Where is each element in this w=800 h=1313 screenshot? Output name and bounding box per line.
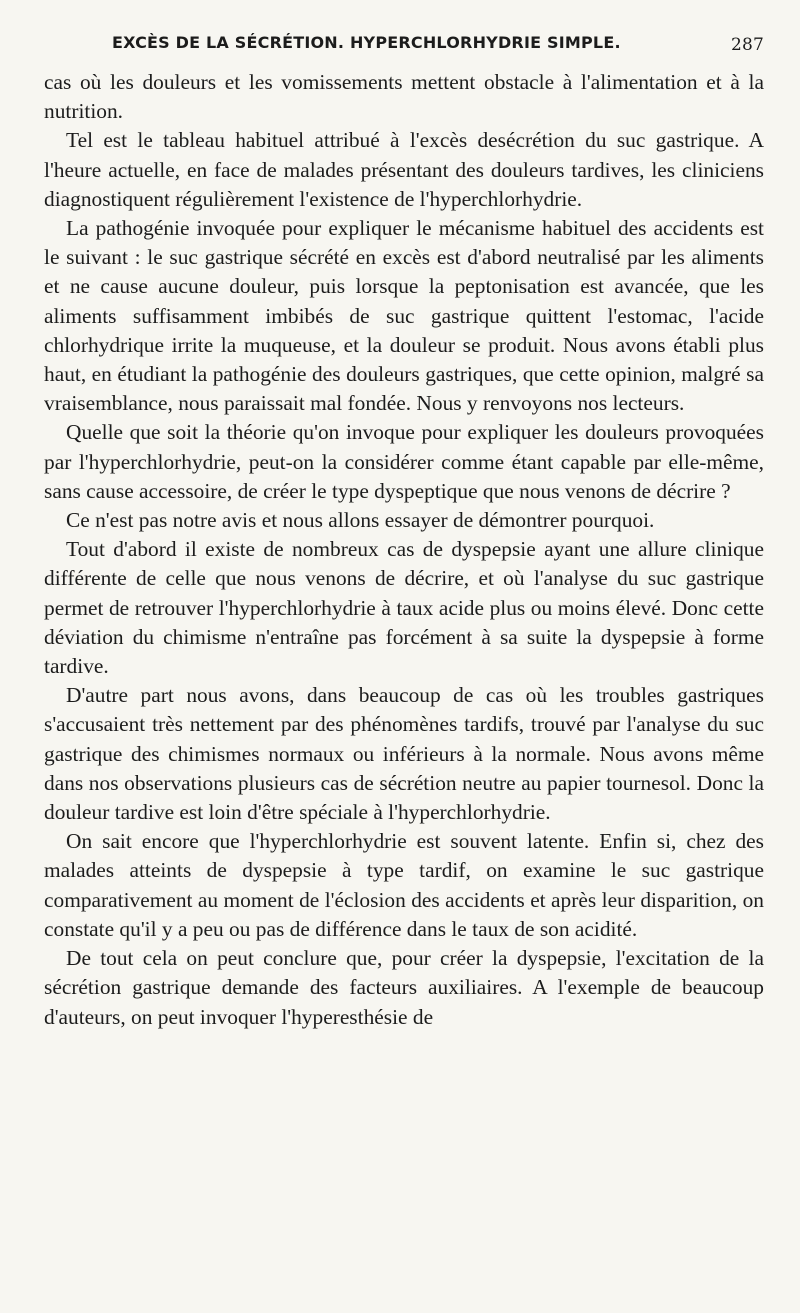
running-head [44,30,764,60]
paragraph: Quelle que soit la théorie qu'on invoque pour expliquer les douleurs provoquées par l'hyperchlorhydrie, peut-on la considérer comme étant capable par elle-même, sans cause accessoire, de créer le type dyspeptique que nous venons de décrire ? [44,420,764,503]
paragraph: De tout cela on peut conclure que, pour créer la dyspepsie, l'excitation de la sécrétion gastrique demande des facteurs auxiliaires. A l'exemple de beaucoup d'auteurs, on peut invoquer l'hyperesthésie de [44,946,764,1029]
page-number: 287 [730,35,764,55]
paragraph: Ce n'est pas notre avis et nous allons essayer de démontrer pourquoi. [66,508,655,533]
paragraph: D'autre part nous avons, dans beaucoup de cas où les troubles gastriques s'accusaient très nettement par des phénomènes tardifs, trouvé par l'analyse du suc gastrique des chimismes normaux ou inférieurs à la normale. Nous avons même dans nos observations plusieurs cas de sécrétion neutre au papier tournesol. Donc la douleur tardive est loin d'être spéciale à l'hyperchlorhydrie. [44,683,764,825]
paragraph: Tel est le tableau habituel attribué à l'excès desécrétion du suc gastrique. A l'heure actuelle, en face de malades présentant des douleurs tardives, les cliniciens diagnostiquent régulièrement l'existence de l'hyperchlorhydrie. [44,128,764,211]
paragraph: On sait encore que l'hyperchlorhydrie est souvent latente. Enfin si, chez des malades atteints de dyspepsie à type tardif, on examine le suc gastrique comparativement au moment de l'éclosion des accidents et après leur disparition, on constate qu'il y a peu ou pas de différence dans le taux de son acidité. [44,829,764,941]
running-title: EXCÈS DE LA SÉCRÉTION. HYPERCHLORHYDRIE SIMPLE. [112,33,621,52]
paragraph: Tout d'abord il existe de nombreux cas de dyspepsie ayant une allure clinique différente de celle que nous venons de décrire, et où l'analyse du suc gastrique permet de retrouver l'hyperchlorhydrie à taux acide plus ou moins élevé. Donc cette déviation du chimisme n'entraîne pas forcément à sa suite la dyspepsie à forme tardive. [44,537,764,679]
paragraph: La pathogénie invoquée pour expliquer le mécanisme habituel des accidents est le suivant : le suc gastrique sécrété en excès est d'abord neutralisé par les aliments et ne cause aucune douleur, puis lorsque la peptonisation est avancée, que les aliments suffisamment imbibés de suc gastrique quittent l'estomac, l'acide chlorhydrique irrite la muqueuse, et la douleur se produit. Nous avons établi plus haut, en étudiant la pathogénie des douleurs gastriques, que cette opinion, malgré sa vraisemblance, nous paraissait mal fondée. Nous y renvoyons nos lecteurs. [44,216,764,416]
body-text [44,68,764,1032]
paragraph: cas où les douleurs et les vomissements mettent obstacle à l'alimentation et à la nutrition. [44,70,764,124]
